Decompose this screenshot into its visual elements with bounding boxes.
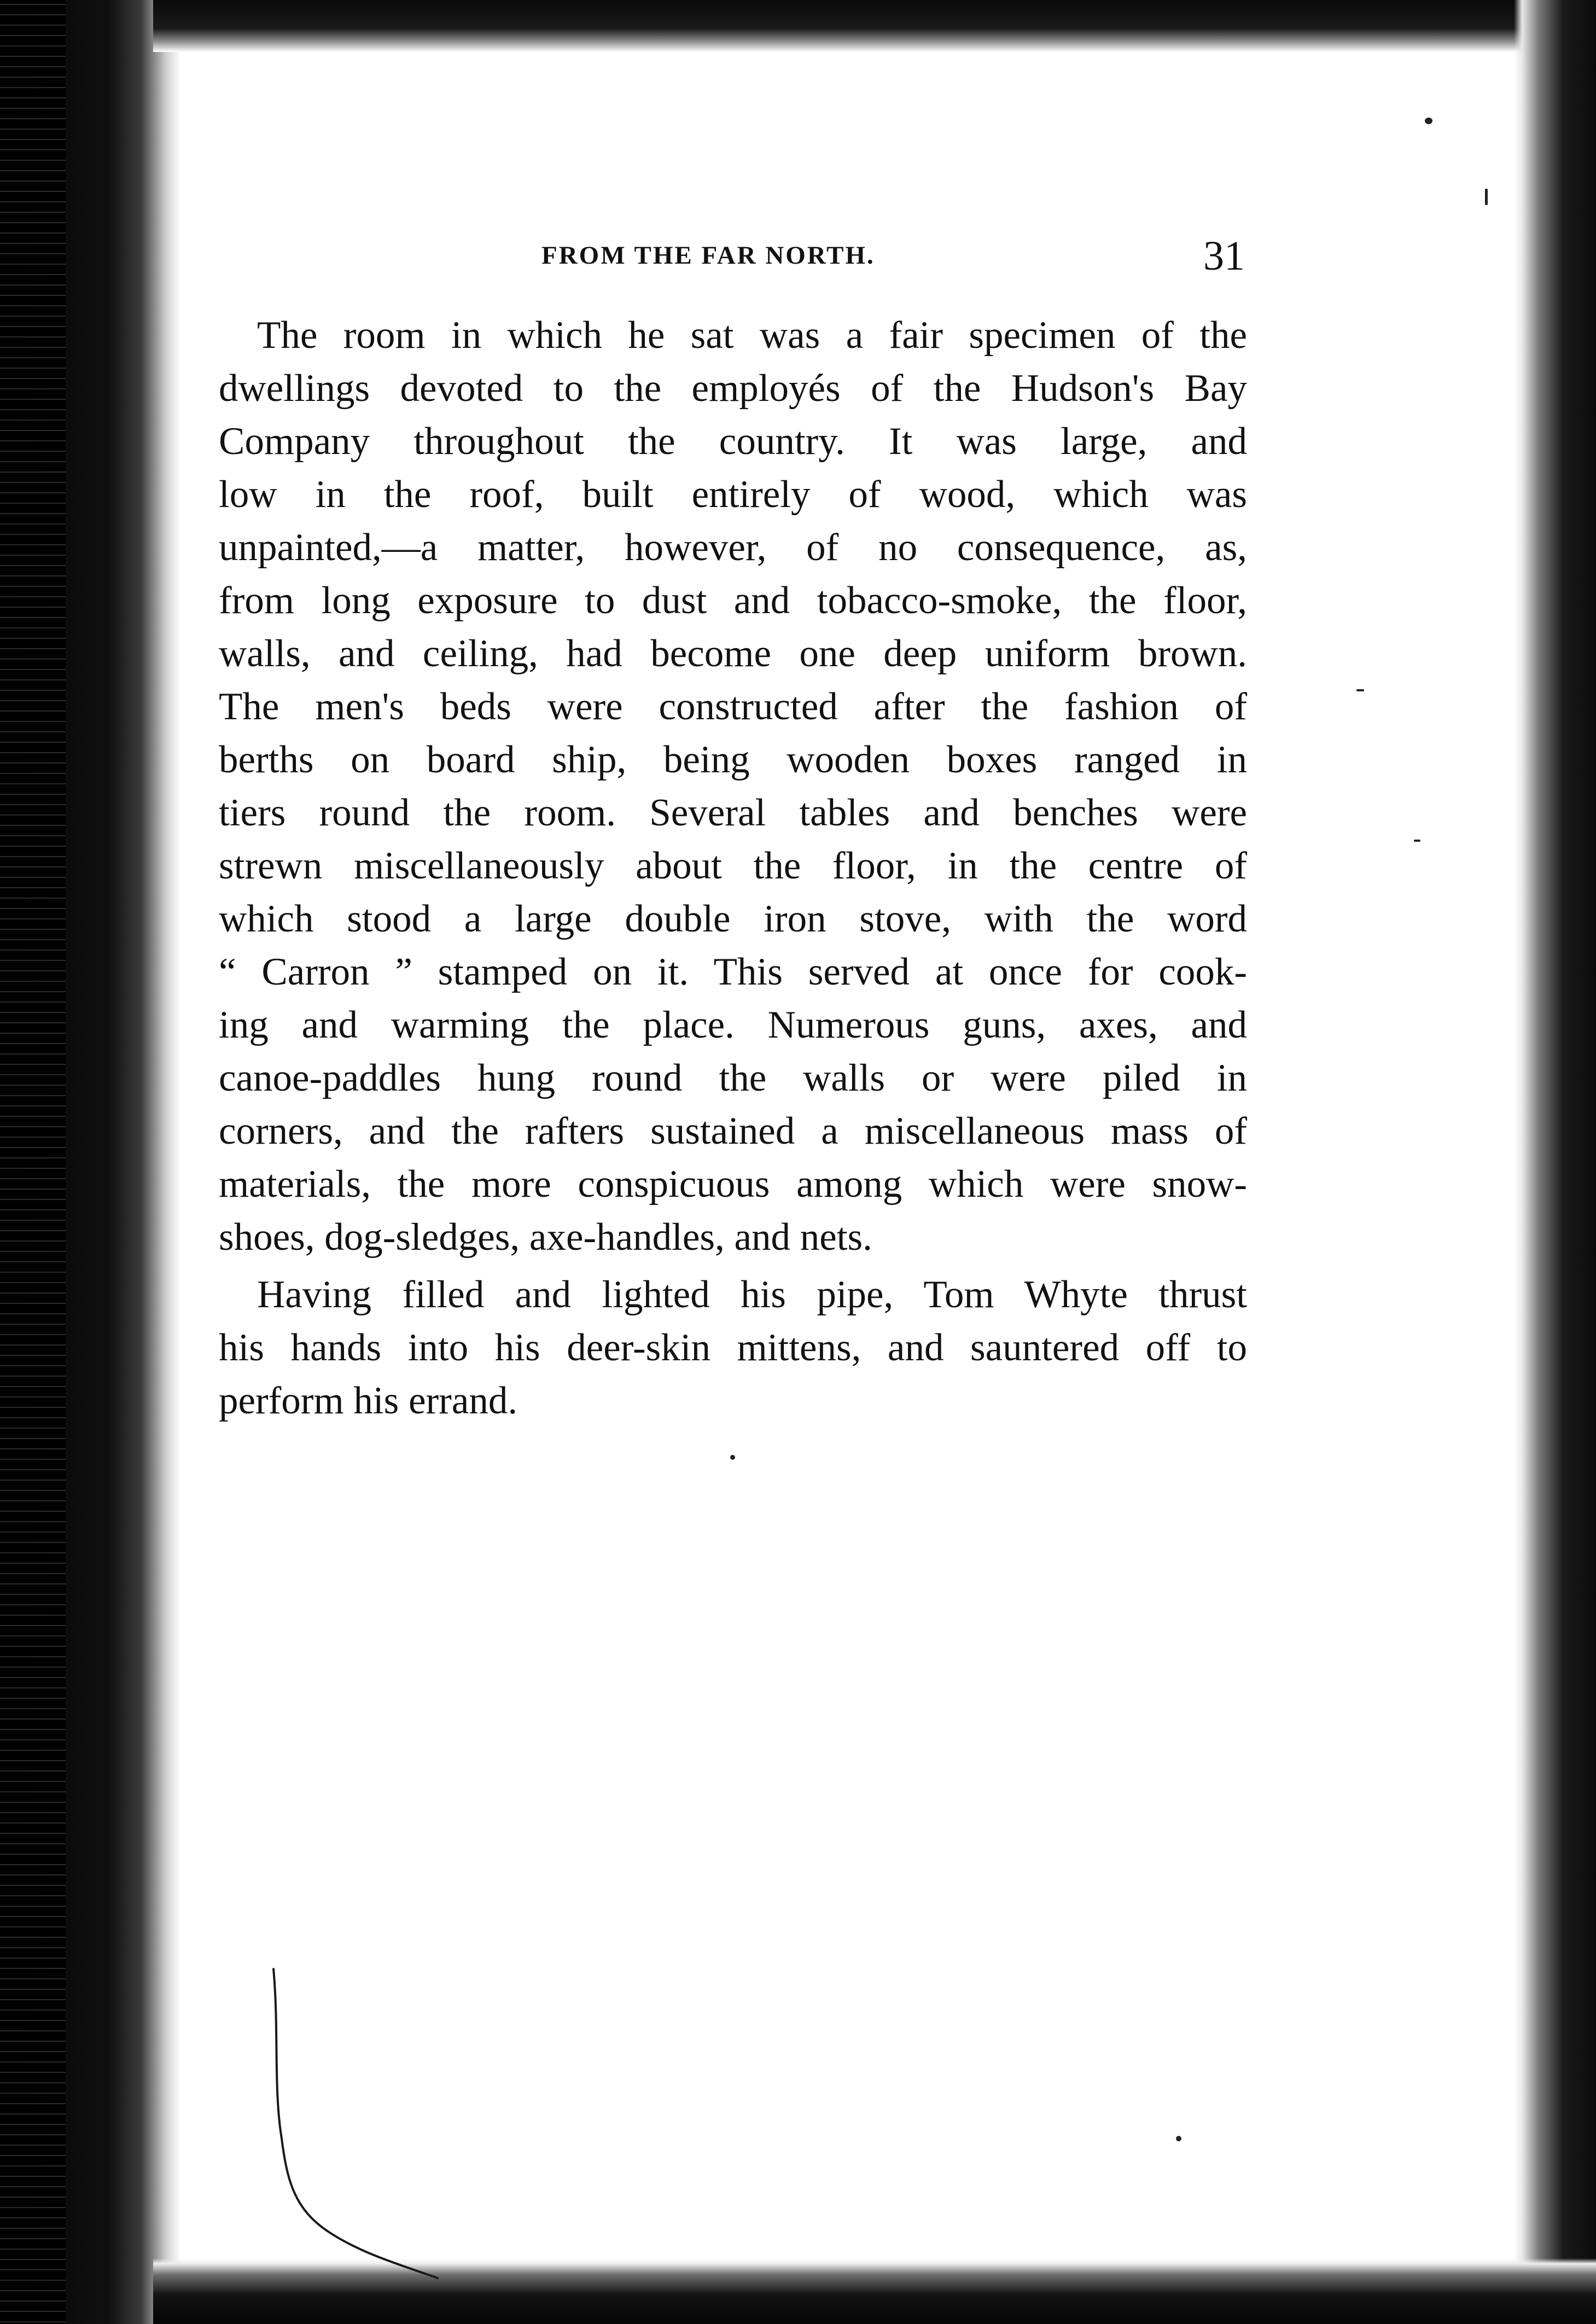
text-line: Company throughout the country. It was large, and: [219, 420, 1247, 463]
scan-border-top: [153, 0, 1596, 52]
scan-speck: [1485, 189, 1488, 205]
page-number: 31: [1203, 233, 1245, 279]
text-line: materials, the more conspicuous among which were snow-: [219, 1163, 1247, 1205]
scan-speck: [1425, 118, 1432, 124]
scan-border-left-fringe: [0, 0, 66, 2324]
text-line: low in the roof, built entirely of wood, which was: [219, 473, 1247, 516]
scan-speck: [1356, 689, 1364, 691]
text-line: “ Carron ” stamped on it. This served at once for cook-: [219, 951, 1247, 993]
text-line: Having filled and lighted his pipe, Tom Whyte thrust: [257, 1273, 1247, 1316]
text-line: The men's beds were constructed after the fashion of: [219, 685, 1247, 728]
text-line: shoes, dog-sledges, axe-handles, and nets.: [219, 1216, 872, 1259]
paragraph-2: [219, 1268, 1247, 1428]
scan-speck: [1414, 840, 1420, 842]
text-line: perform his errand.: [219, 1379, 518, 1422]
text-line: walls, and ceiling, had become one deep uniform brown.: [219, 632, 1247, 675]
text-line: corners, and the rafters sustained a miscellaneous mass of: [219, 1110, 1247, 1152]
scan-speck: [1176, 2136, 1181, 2141]
text-line: unpainted,—a matter, however, of no consequence, as,: [219, 526, 1247, 569]
text-line: The room in which he sat was a fair specimen of the: [257, 314, 1247, 357]
text-line: dwellings devoted to the employés of the Hudson's Bay: [219, 367, 1247, 410]
text-line: ing and warming the place. Numerous guns, axes, and: [219, 1004, 1247, 1046]
text-line: which stood a large double iron stove, with the word: [219, 898, 1247, 940]
running-head: FROM THE FAR NORTH.: [541, 241, 875, 270]
text-line: berths on board ship, being wooden boxes ranged in: [219, 738, 1247, 781]
text-line: from long exposure to dust and tobacco-smoke, the floor,: [219, 579, 1247, 622]
text-line: tiers round the room. Several tables and benches were: [219, 791, 1247, 834]
paragraph-gap: [219, 1264, 1247, 1268]
paragraph-1: [219, 309, 1247, 1264]
body-text: [219, 309, 1247, 1428]
text-line: canoe-paddles hung round the walls or were piled in: [219, 1057, 1247, 1099]
text-line: strewn miscellaneously about the floor, in the centre of: [219, 844, 1247, 887]
scan-speck: [730, 1455, 735, 1460]
text-line: his hands into his deer-skin mittens, and sauntered off to: [219, 1326, 1247, 1369]
pencil-mark: [257, 1964, 443, 2281]
scan-border-right: [1514, 0, 1596, 2324]
